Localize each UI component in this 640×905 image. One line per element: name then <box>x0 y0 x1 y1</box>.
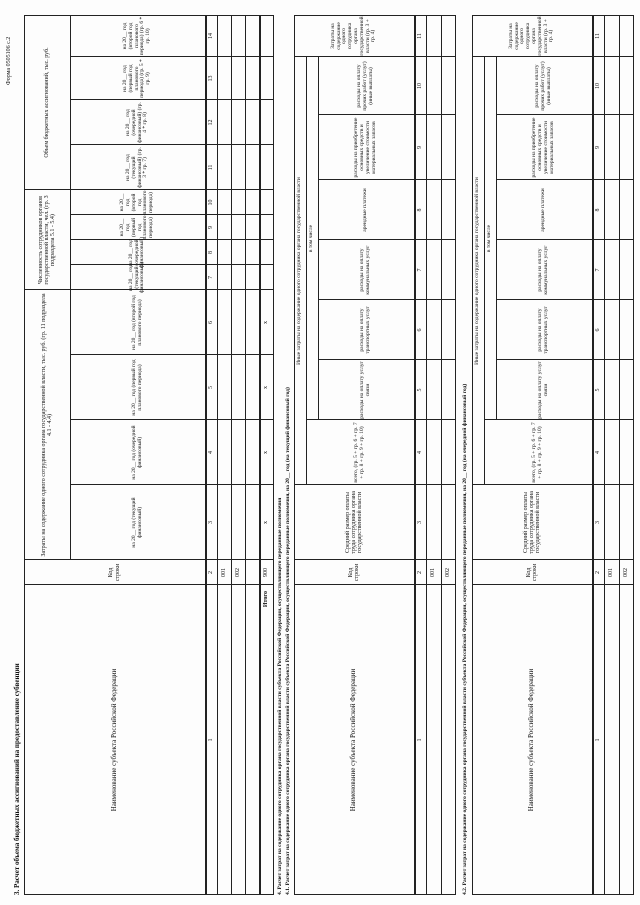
s3-num-7: 7 <box>207 276 214 279</box>
s41-num-5: 5 <box>416 388 423 392</box>
s3-num-8: 8 <box>207 251 214 254</box>
s3-num-1: 1 <box>207 738 214 742</box>
s42-num-11: 11 <box>594 33 601 39</box>
s3-header-budget: Объем бюджетных ассигнований, тыс. руб. <box>43 47 50 158</box>
s3-h-col11: на 20__ год (текущий финансовый) (гр. 3 * гр. 7) <box>124 147 149 188</box>
s41-num-6: 6 <box>416 328 423 332</box>
s3-row2-code: 002 <box>234 568 241 577</box>
s3-num-5: 5 <box>207 386 214 389</box>
s3-h-col8: на 20__ год (очередной финансовый) <box>127 236 146 269</box>
s42-num-3: 3 <box>594 521 601 524</box>
s3-total-x4: x <box>263 451 270 454</box>
section-3-title: 3. Расчет объема бюджетных ассигнований на предоставление субвенции <box>13 663 21 895</box>
s3-num-13: 13 <box>207 75 214 82</box>
s42-num-2: 2 <box>594 571 601 574</box>
s3-h-col3: на 20__ год (текущий финансовый) <box>130 497 143 548</box>
s42-h-fixed: расходы на приобретение основных средств и увеличение стоимости материальных запасов <box>531 117 555 178</box>
s41-h-result: Затраты на содержание одного сотрудника органа государственной власти (гр. 3 + гр. 4) <box>329 16 377 56</box>
s41-row1-code: 001 <box>430 568 437 577</box>
s42-num-4: 4 <box>594 451 601 454</box>
s42-h-result: Затраты на содержание одного сотрудника органа государственной власти (гр. 3 + гр. 4) <box>507 16 555 56</box>
s3-num-11: 11 <box>207 164 214 171</box>
s41-num-10: 10 <box>416 83 423 89</box>
s42-header-code: Код строки <box>525 563 538 582</box>
s42-num-5: 5 <box>594 388 601 392</box>
s42-h-comm: расходы на оплату услуг связи <box>537 361 549 419</box>
s42-header-name: Наименование субъекта Российской Федерации <box>527 668 536 812</box>
s42-header-in-that: в том числе <box>486 224 493 253</box>
s3-num-2: 2 <box>207 571 214 574</box>
s41-header-name: Наименование субъекта Российской Федерации <box>349 668 358 812</box>
s3-header-costs: Затраты на содержание одного сотрудника органа государственной власти, тыс. руб. (гр. 11 подраздела 4.1 - 4.4) <box>40 293 53 557</box>
s42-header-avg: Средний размер оплаты труда сотрудника органа государственной власти <box>522 491 542 554</box>
s3-num-12: 12 <box>207 119 214 126</box>
section-4-2-title: 4.2. Расчет затрат на содержание одного сотрудника органа государственной власти субъекта Российской Федерации, осуществляющего переданные полномочия, на 20__ год (на очередной финансовый год) <box>462 383 468 895</box>
s3-num-3: 3 <box>207 521 214 524</box>
s42-h-util: расходы на оплату коммунальных услуг <box>537 245 549 295</box>
s42-num-8: 8 <box>594 208 601 212</box>
s3-total-x3: x <box>263 521 270 524</box>
s41-header-other: Иные затраты на содержание одного сотрудника органа государственной власти <box>296 177 303 365</box>
s42-h-trans: расходы на оплату транспортных услуг <box>537 306 549 354</box>
s41-header-code: Код строки <box>347 563 360 582</box>
s42-h-rent: арендные платежи <box>540 188 547 232</box>
s3-header-staff: Численность сотрудников органов государственной власти, чел. (гр. 3 подраздела 5.1 - 5.4) <box>37 195 57 285</box>
s42-header-total: всего, (гр. 5 + гр. 6 + гр. 7 + гр. 8 + гр. 9 + гр. 10) <box>531 422 543 483</box>
s3-total-label: Итого <box>263 591 270 608</box>
form-code: Форма 0505106 с.2 <box>6 36 12 85</box>
s41-h-rent: арендные платежи <box>362 188 369 232</box>
s42-num-10: 10 <box>594 83 601 89</box>
s41-num-1: 1 <box>416 738 423 742</box>
s3-total-code: 900 <box>263 568 270 577</box>
s41-h-comm: расходы на оплату услуг связи <box>359 361 371 419</box>
s42-num-7: 7 <box>594 268 601 272</box>
s41-num-7: 7 <box>416 268 423 272</box>
s41-h-misc: расходы на оплату прочих работ (услуг) (иные выплаты) <box>356 61 374 111</box>
s3-num-10: 10 <box>207 199 214 206</box>
section-4-title: 4. Расчет затрат на содержание одного сотрудника органа государственной власти субъекта Российской Федерации, осуществляющего переданные полномочия <box>277 497 283 895</box>
s3-h-col7: на 20__ год (текущий финансовый) <box>127 261 146 294</box>
s41-header-in-that: в том числе <box>308 224 315 253</box>
s42-row2-code: 002 <box>623 568 630 577</box>
s41-num-11: 11 <box>416 33 423 39</box>
s41-num-4: 4 <box>416 451 423 454</box>
s41-header-total: всего, (гр. 5 + гр. 6 + гр. 7 + гр. 8 + гр. 9 + гр. 10) <box>353 422 365 483</box>
s42-row1-code: 001 <box>608 568 615 577</box>
s3-h-col9: на 20__ год (первый год планового периода) <box>119 215 155 240</box>
s3-h-col12: на 20__ год (очередной финансовый) (гр. 4 * гр. 8) <box>124 102 149 143</box>
s3-header-code: Код строки <box>108 563 121 582</box>
s3-h-col6: на 20__ год (второй год планового периода) <box>130 295 143 350</box>
s3-h-col10: на 20__ год (второй год планового периода) <box>119 190 155 215</box>
s3-h-col14: на 20__ год (второй год планового периода) (гр. 6 * гр. 10) <box>122 16 152 56</box>
s41-header-avg: Средний размер оплаты труда сотрудника органа государственной власти <box>344 491 364 554</box>
s3-h-col5: на 20__ год (первый год планового периода) <box>130 359 143 416</box>
s3-row1-code: 001 <box>220 568 227 577</box>
s3-total-x6: x <box>263 321 270 324</box>
s41-h-util: расходы на оплату коммунальных услуг <box>359 245 371 295</box>
section-4-1-title: 4.1. Расчет затрат на содержание одного сотрудника органа государственной власти субъекта Российской Федерации, осуществляющего переданные полномочия, на 20__ год (на текущий финансовый год) <box>285 387 291 895</box>
s42-num-9: 9 <box>594 146 601 149</box>
s3-h-col13: на 20__ год (первый год планового периода) (гр. 5 * гр. 9) <box>122 59 152 98</box>
s41-h-trans: расходы на оплату транспортных услуг <box>359 306 371 354</box>
s3-num-6: 6 <box>207 321 214 324</box>
s42-num-1: 1 <box>594 738 601 742</box>
s3-h-col4: на 20__ год (очередной финансовый) <box>130 425 143 480</box>
s3-num-9: 9 <box>207 226 214 229</box>
s3-header-name: Наименование субъекта Российской Федерации <box>109 668 118 812</box>
s42-header-other: Иные затраты на содержание одного сотрудника органа государственной власти <box>474 177 481 365</box>
s3-num-4: 4 <box>207 451 214 454</box>
s3-total-x5: x <box>263 386 270 389</box>
s41-num-8: 8 <box>416 208 423 212</box>
s41-num-2: 2 <box>416 571 423 574</box>
s41-h-fixed: расходы на приобретение основных средств и увеличение стоимости материальных запасов <box>353 117 377 178</box>
s42-num-6: 6 <box>594 328 601 332</box>
s41-num-9: 9 <box>416 146 423 149</box>
s42-h-misc: расходы на оплату прочих работ (услуг) (иные выплаты) <box>534 61 552 111</box>
s41-num-3: 3 <box>416 521 423 524</box>
s41-row2-code: 002 <box>445 568 452 577</box>
s3-num-14: 14 <box>207 33 214 39</box>
